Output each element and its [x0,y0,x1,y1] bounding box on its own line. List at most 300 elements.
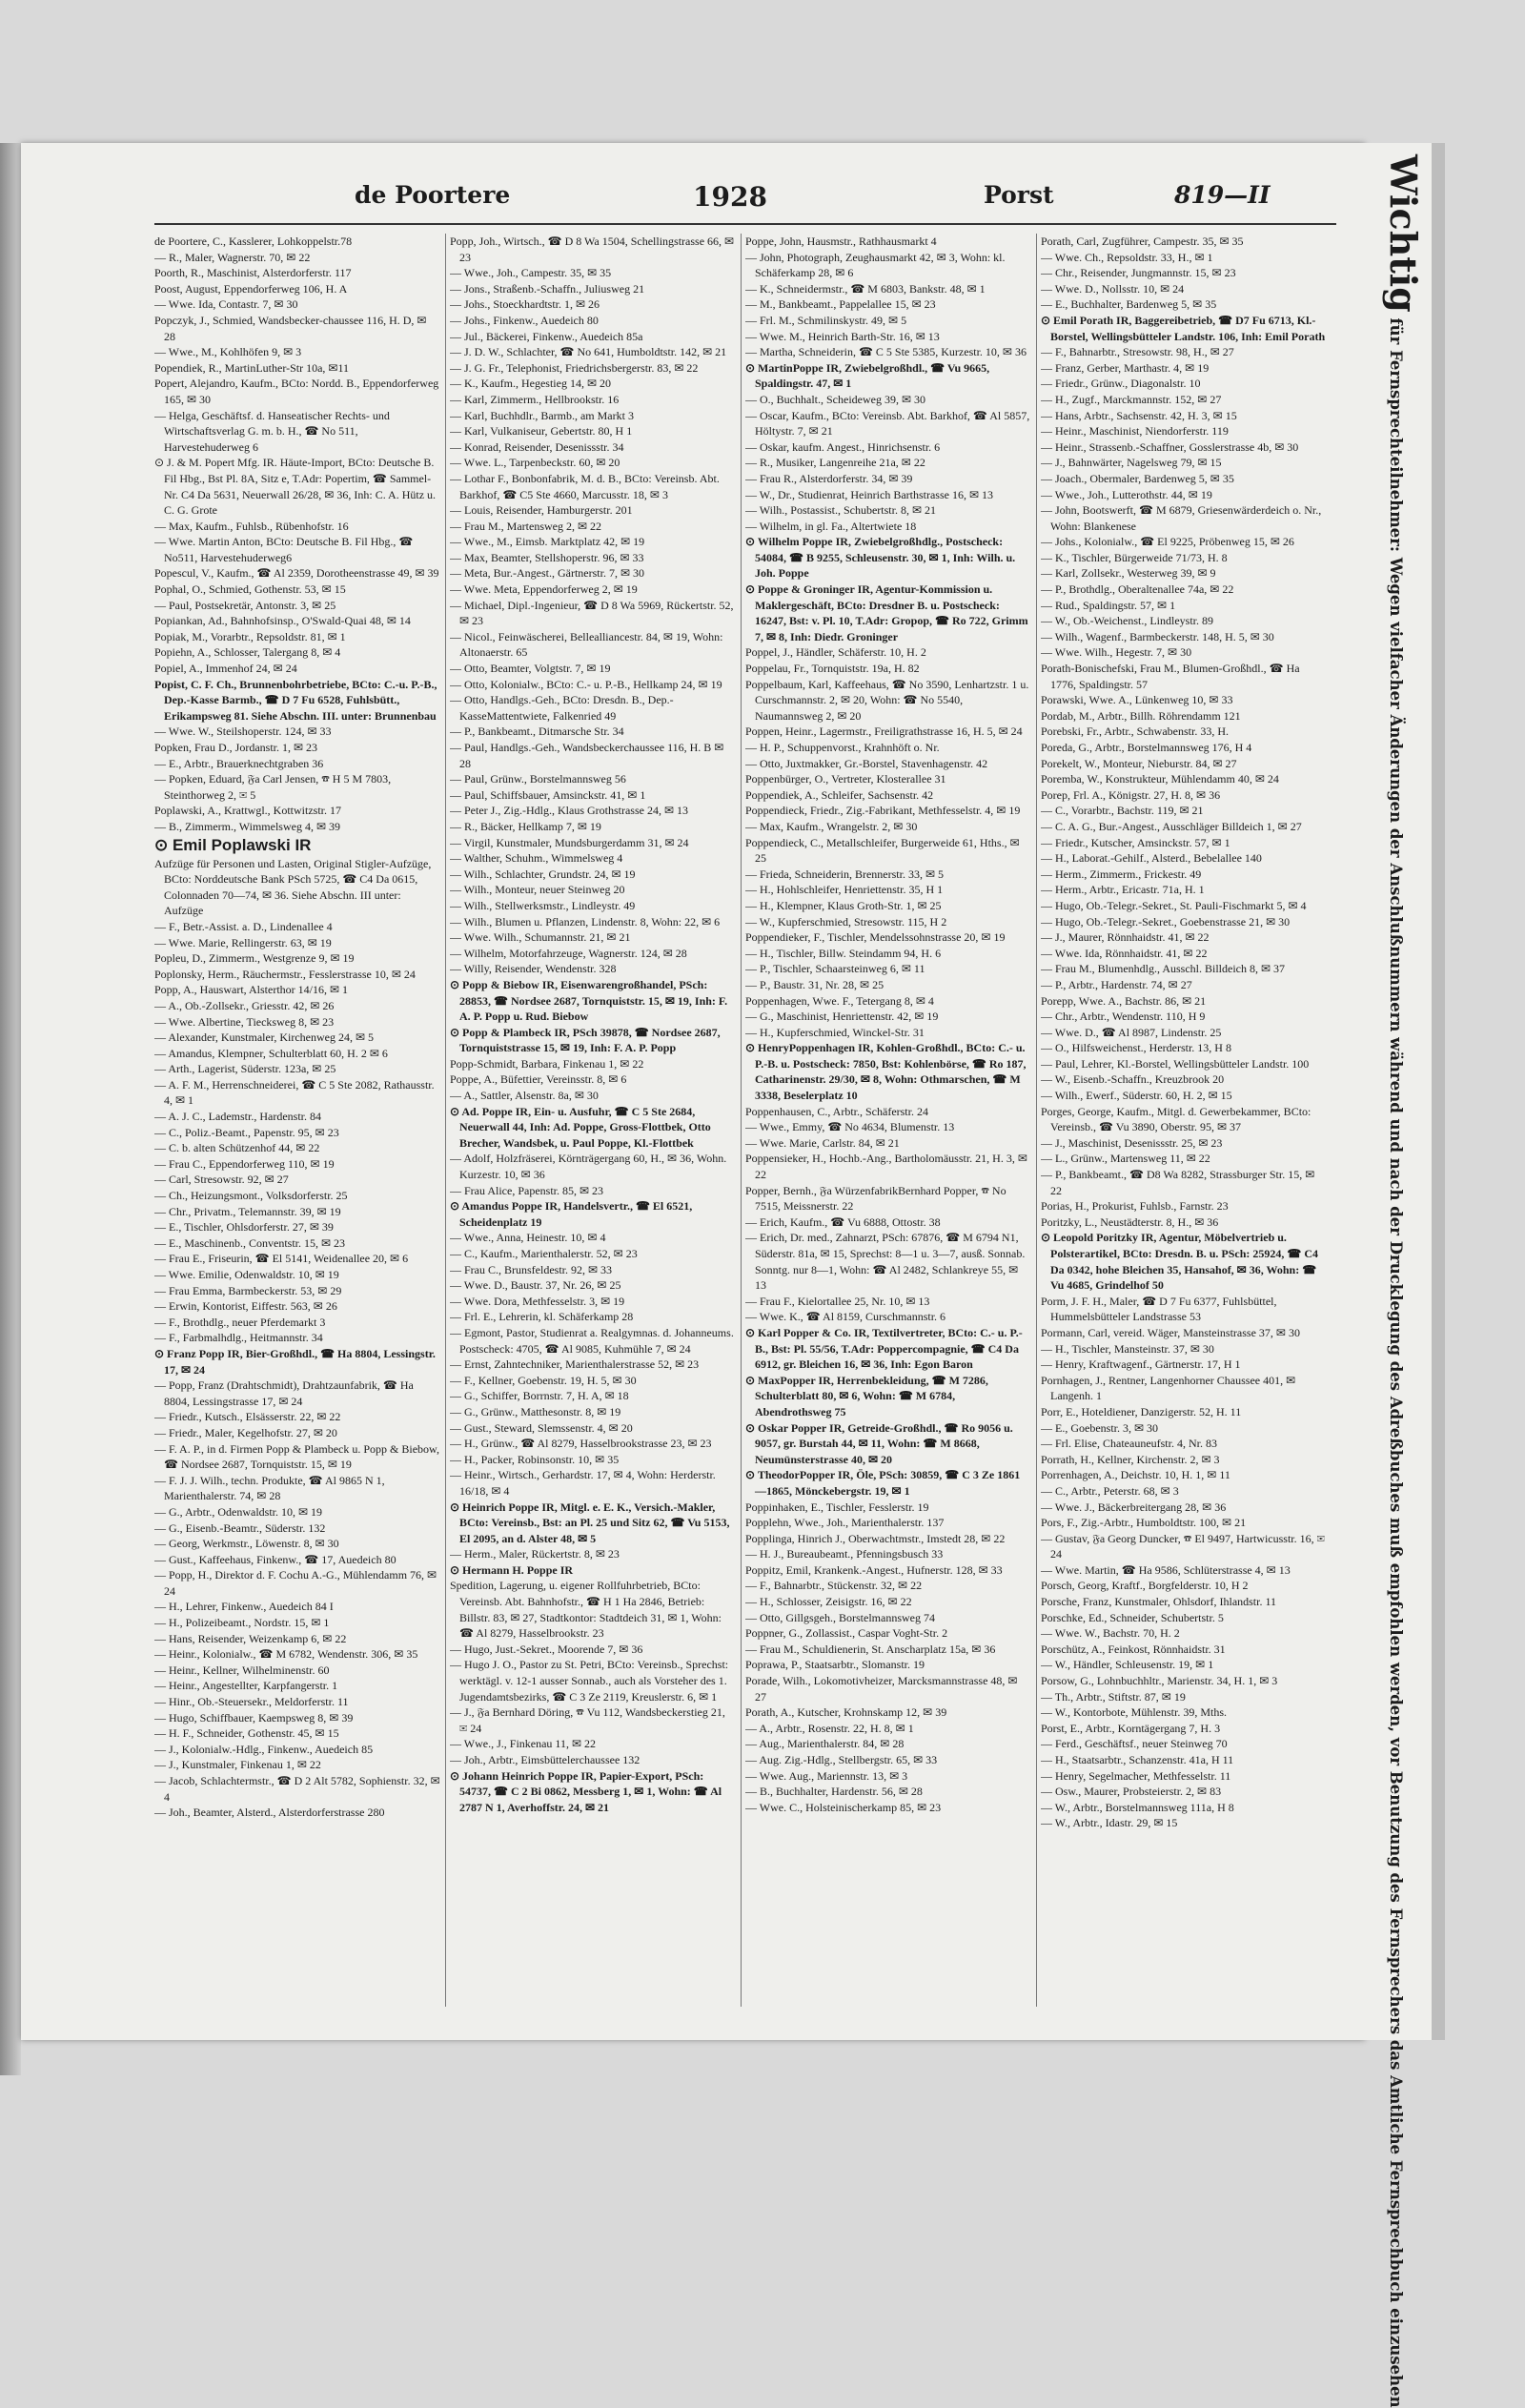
directory-entry: Poppelbaum, Karl, Kaffeehaus, ☎ No 3590, Lenhartzstr. 1 u. Curschmannstr. 2, ✉ 20, Wohn: ☎ No 5540, Naumannsweg 2, ✉ 20 [745,677,1029,723]
directory-entry: Popken, Frau D., Jordanstr. 1, ✉ 23 [154,741,318,754]
directory-entry: — Karl, Zimmerm., Hellbrookstr. 16 [450,392,620,406]
directory-entry: Poplonsky, Herm., Räuchermstr., Fesslerstrasse 10, ✉ 24 [154,967,416,981]
directory-entry: Porawski, Wwe. A., Lünkenweg 10, ✉ 33 [1041,693,1233,707]
directory-entry: Poritzky, L., Neustädterstr. 8, H., ✉ 36 [1041,1214,1219,1229]
directory-entry: — Gust., Kaffeehaus, Finkenw., ☎ 17, Auedeich 80 [154,1552,396,1566]
directory-entry: — Michael, Dipl.-Ingenieur, ☎ D 8 Wa 5969, Rückertstr. 52, ✉ 23 [450,598,734,628]
directory-entry: — John, Photograph, Zeughausmarkt 42, ✉ 3, Wohn: kl. Schäferkamp 28, ✉ 6 [745,250,1006,280]
directory-page [21,143,1365,2040]
directory-entry: — A., Sattler, Alsenstr. 8a, ✉ 30 [450,1089,599,1103]
directory-entry: — G., Schiffer, Borrnstr. 7, H. A, ✉ 18 [450,1389,629,1403]
directory-entry: — Popp, Franz (Drahtschmidt), Drahtzaunfabrik, ☎ Ha 8804, Lessingstrasse 17, ✉ 24 [154,1378,414,1408]
directory-entry: Popescul, V., Kaufm., ☎ Al 2359, Dorotheenstrasse 49, ✉ 39 [154,566,439,581]
directory-entry: — Heinr., Strassenb.-Schaffner, Gosslerstrasse 4b, ✉ 30 [1041,439,1299,454]
directory-entry: — O., Buchhalt., Scheideweg 39, ✉ 30 [745,392,926,406]
directory-entry: — Nicol., Feinwäscherei, Bellealliancestr. 84, ✉ 19, Wohn: Altonaerstr. 65 [450,629,723,660]
directory-entry: — W., Kontorbote, Mühlenstr. 39, Mths. [1041,1705,1228,1720]
directory-entry: — Gustav, 𝔉a Georg Duncker, ☎ El 9497, Hartwicusstr. 16, ✉ 24 [1041,1531,1325,1561]
directory-entry: — Max, Beamter, Stellshoperstr. 96, ✉ 33 [450,550,644,564]
directory-entry: — Herm., Arbtr., Ericastr. 71a, H. 1 [1041,883,1205,897]
directory-entry: ⊙ TheodorPopper IR, Öle, PSch: 30859, ☎ C 3 Ze 1861—1865, Mönckebergstr. 19, ✉ 1 [745,1468,1021,1498]
directory-entry: Poppe, A., Büfettier, Vereinsstr. 8, ✉ 6 [450,1072,627,1087]
directory-entry: — G., Eisenb.-Beamtr., Süderstr. 132 [154,1520,326,1535]
directory-entry: — Aug., Marienthalerstr. 84, ✉ 28 [745,1737,905,1751]
directory-entry: — Friedr., Kutscher, Amsinckstr. 57, ✉ 1 [1041,835,1230,849]
directory-entry: — Frieda, Schneiderin, Brennerstr. 33, ✉ 5 [745,867,945,881]
directory-entry: — Alexander, Kunstmaler, Kirchenweg 24, ✉ 5 [154,1031,375,1045]
directory-entry: — Chr., Arbtr., Wendenstr. 110, H 9 [1041,1010,1206,1024]
directory-entry: Popiel, A., Immenhof 24, ✉ 24 [154,662,297,676]
directory-entry: Porsow, G., Lohnbuchhltr., Marienstr. 34, H. 1, ✉ 3 [1041,1674,1278,1688]
directory-entry: Poost, August, Eppendorferweg 106, H. A [154,281,348,296]
directory-entry: Poppner, G., Zollassist., Caspar Voght-Str. 2 [745,1626,948,1641]
directory-entry: de Poortere, C., Kasslerer, Lohkoppelstr.78 [154,235,353,248]
directory-entry: — Heinr., Kolonialw., ☎ M 6782, Wendenstr. 306, ✉ 35 [154,1647,418,1662]
directory-entry: Porm, J. F. H., Maler, ☎ D 7 Fu 6377, Fuhlsbüttel, Hummelsbütteler Landstrasse 53 [1041,1294,1277,1324]
directory-entry: — Paul, Handlgs.-Geh., Wandsbeckerchaussee 116, H. B ✉ 28 [450,741,724,770]
directory-entry: — C. A. G., Bur.-Angest., Ausschläger Billdeich 1, ✉ 27 [1041,819,1302,833]
directory-entry: — Paul, Schiffsbauer, Amsinckstr. 41, ✉ 1 [450,787,646,802]
directory-entry: — C., Kaufm., Marienthalerstr. 52, ✉ 23 [450,1247,638,1260]
directory-entry: ⊙ J. & M. Popert Mfg. IR. Häute-Import, BCto: Deutsche B. Fil Hbg., Bst Pl. 8A, Sitz e, T.Adr: Popertim, ☎ Sammel-Nr. C4 Da 5631, Neuerwall 26/28, ✉ 36, Inh: C. A. Hütz u. C. G. Grote [154,456,437,518]
directory-entry: Pordab, M., Arbtr., Billh. Röhrendamm 121 [1041,708,1241,723]
directory-entry: — Wwe., M., Kohlhöfen 9, ✉ 3 [154,345,302,359]
directory-entry: — Hugo, Ob.-Telegr.-Sekret., St. Pauli-Fischmarkt 5, ✉ 4 [1041,898,1307,912]
notice-text: für Fernsprechteilnehmer: Wegen vielfacher Änderungen der Anschlußnummern während und nach der Drucklegung des Adreßbuches muß empfohlen werden, vor Benutzung des Fernsprechers das Amtliche Fernsprechbuch einzusehen [1387,317,1405,2408]
directory-entry: — Ernst, Zahntechniker, Marienthalerstrasse 52, ✉ 23 [450,1357,700,1372]
directory-entry: — Johs., Kolonialw., ☎ El 9225, Pröbenweg 15, ✉ 26 [1041,535,1294,549]
directory-entry: Poppensieker, H., Hochb.-Ang., Bartholomäusstr. 21, H. 3, ✉ 22 [745,1152,1027,1182]
directory-entry: — P., Tischler, Schaarsteinweg 6, ✉ 11 [745,962,925,976]
directory-entry: — J., 𝔉a Bernhard Döring, ☎ Vu 112, Wandsbeckerstieg 21, ✉ 24 [450,1705,725,1735]
directory-entry: — F., Brothdlg., neuer Pferdemarkt 3 [154,1315,326,1329]
directory-entry: ⊙ Amandus Poppe IR, Handelsvertr., ☎ El 6521, Scheidenplatz 19 [450,1199,693,1229]
directory-entry: — Chr., Privatm., Telemannstr. 39, ✉ 19 [154,1204,341,1218]
directory-entry: Porges, George, Kaufm., Mitgl. d. Gewerbekammer, BCto: Vereinsb., ☎ Vu 3890, Oberstr. 95, ✉ 37 [1041,1104,1312,1134]
directory-entry: — Wwe. Emilie, Odenwaldstr. 10, ✉ 19 [154,1268,339,1281]
directory-entry: Porekelt, W., Monteur, Nieburstr. 84, ✉ 27 [1041,756,1237,770]
directory-entry: — P., Arbtr., Hardenstr. 74, ✉ 27 [1041,977,1192,991]
directory-entry: — P., Brothdlg., Oberaltenallee 74a, ✉ 22 [1041,582,1234,597]
directory-entry: — Georg, Werkmstr., Löwenstr. 8, ✉ 30 [154,1537,339,1551]
directory-entry: — B., Zimmerm., Wimmelsweg 4, ✉ 39 [154,819,340,833]
directory-entry: — C. b. alten Schützenhof 44, ✉ 22 [154,1141,320,1155]
directory-entry: Poremba, W., Konstrukteur, Mühlendamm 40, ✉ 24 [1041,772,1279,786]
directory-entry: Poppe, John, Hausmstr., Rathhausmarkt 4 [745,235,937,248]
directory-entry: — Virgil, Kunstmaler, Mundsburgerdamm 31, ✉ 24 [450,835,689,849]
directory-entry: — K., Kaufm., Hegestieg 14, ✉ 20 [450,377,612,391]
directory-entry: Poplawski, A., Krattwgl., Kottwitzstr. 17 [154,804,341,818]
directory-entry: — R., Maler, Wagnerstr. 70, ✉ 22 [154,250,311,264]
column-3 [745,234,1031,2016]
directory-entry: — K., Tischler, Bürgerweide 71/73, H. 8 [1041,550,1228,564]
directory-entry: — Wwe. C., Holsteinischerkamp 85, ✉ 23 [745,1800,942,1814]
directory-entry: Poppel, J., Händler, Schäferstr. 10, H. 2 [745,645,926,660]
directory-entry: — K., Schneidermstr., ☎ M 6803, Bankstr. 48, ✉ 1 [745,281,986,296]
notice-headline: Wichtig [1382,154,1425,313]
directory-entry: — Wwe. Ida, Contastr. 7, ✉ 30 [154,297,298,312]
directory-entry: — Otto, Juxtmakker, Gr.-Borstel, Stavenhagenstr. 42 [745,756,988,770]
directory-entry: — Jacob, Schlachtermstr., ☎ D 2 Alt 5782, Sophienstr. 32, ✉ 4 [154,1774,440,1804]
directory-entry: — F., Kellner, Goebenstr. 19, H. 5, ✉ 30 [450,1373,637,1387]
directory-entry: — Egmont, Pastor, Studienrat a. Realgymnas. d. Johanneums. Postscheck: 4705, ☎ Al 9085, Kuhmühle 7, ✉ 24 [450,1325,734,1356]
directory-entry: Pormann, Carl, vereid. Wäger, Mansteinstrasse 37, ✉ 30 [1041,1325,1300,1339]
directory-entry: — Erich, Dr. med., Zahnarzt, PSch: 67876, ☎ M 6794 N1, Süderstr. 81a, ✉ 15, Sprechst: 8—1 u. 3—7, ausß. Sonnab. Sonntg. nur 8—1, Wohn: ☎ Al 2482, Schlankreye 55, ✉ 13 [745,1231,1026,1293]
directory-entry: Poppenbürger, O., Vertreter, Klosterallee 31 [745,772,946,786]
directory-entry: — Wwe. J., Bäckerbreitergang 28, ✉ 36 [1041,1500,1227,1514]
directory-entry: — A., Arbtr., Rosenstr. 22, H. 8, ✉ 1 [745,1721,914,1735]
directory-entry: — Wwe. Ida, Rönnhaidstr. 41, ✉ 22 [1041,946,1208,960]
directory-entry: — Wwe. W., Steilshoperstr. 124, ✉ 33 [154,724,332,739]
page-edge [1432,143,1445,2040]
directory-entry: — W., Händler, Schleusenstr. 19, ✉ 1 [1041,1658,1214,1672]
directory-entry: — Wwe. W., Bachstr. 70, H. 2 [1041,1626,1180,1641]
directory-entry: ⊙ Poppe & Groninger IR, Agentur-Kommission u. Maklergeschäft, BCto: Dresdner B. u. Postscheck: 16247, Bst: v. Pl. 10, T.Adr: Gropop, ☎ Ro 722, Grimm 7, ✉ 8, Inh: Diedr. Groninger [745,582,1028,643]
directory-entry: Popert, Alejandro, Kaufm., BCto: Nordd. B., Eppendorferweg 165, ✉ 30 [154,377,439,406]
directory-entry: — G., Grünw., Matthesonstr. 8, ✉ 19 [450,1404,621,1418]
directory-entry: — Willy, Reisender, Wendenstr. 328 [450,962,617,976]
directory-entry: — Wwe. Marie, Rellingerstr. 63, ✉ 19 [154,935,332,949]
directory-entry: — Friedr., Grünw., Diagonalstr. 10 [1041,377,1201,391]
directory-entry: — Wwe., M., Eimsb. Marktplatz 42, ✉ 19 [450,535,645,549]
directory-entry: — Frl. Elise, Chateauneufstr. 4, Nr. 83 [1041,1437,1217,1451]
directory-entry: Porebski, Fr., Arbtr., Schwabenstr. 33, H. [1041,724,1229,739]
directory-entry: — Paul, Postsekretär, Antonstr. 3, ✉ 25 [154,598,336,612]
directory-entry: — Frau Alice, Papenstr. 85, ✉ 23 [450,1183,604,1197]
directory-entry: Porst, E., Arbtr., Korntägergang 7, H. 3 [1041,1721,1221,1735]
directory-entry: — Jul., Bäckerei, Finkenw., Auedeich 85a [450,329,643,343]
directory-entry: — Wwe. D., Nollsstr. 10, ✉ 24 [1041,281,1185,296]
directory-entry: — A. J. C., Lademstr., Hardenstr. 84 [154,1110,321,1124]
directory-entry: — Wwe. Martin, ☎ Ha 9586, Schlüterstrasse 4, ✉ 13 [1041,1562,1291,1577]
directory-entry: — Konrad, Reisender, Desenissstr. 34 [450,439,624,454]
directory-entry: — Wwe. Marie, Carlstr. 84, ✉ 21 [745,1135,900,1150]
directory-entry: — J., Bahnwärter, Nagelsweg 79, ✉ 15 [1041,456,1222,470]
directory-entry: — C., Vorarbtr., Bachstr. 119, ✉ 21 [1041,804,1204,818]
directory-entry: Porrenhagen, A., Deichstr. 10, H. 1, ✉ 11 [1041,1468,1230,1482]
directory-entry: — Wwe. D., ☎ Al 8987, Lindenstr. 25 [1041,1025,1222,1039]
directory-entry: Aufzüge für Personen und Lasten, Original Stigler-Aufzüge, BCto: Norddeutsche Bank PSch 5725, ☎ C4 Da 0615, Colonnaden 70—74, ✉ 36. Siehe Abschn. III unter: Aufzüge [154,856,432,918]
directory-entry: — Wilh., Postassist., Schubertstr. 8, ✉ 21 [745,503,937,518]
directory-entry: ⊙ Wilhelm Poppe IR, Zwiebelgroßhdlg., Postscheck: 54084, ☎ B 9255, Schleusenstr. 30, ✉ 1, Inh: Wilh. u. Joh. Poppe [745,535,1016,581]
directory-entry: — W., Eisenb.-Schaffn., Kreuzbrook 20 [1041,1072,1225,1087]
directory-entry: — Hans, Arbtr., Sachsenstr. 42, H. 3, ✉ 15 [1041,408,1237,422]
directory-entry: Poppenhagen, Wwe. F., Tetergang 8, ✉ 4 [745,993,934,1008]
directory-entry: — H., Tischler, Mansteinstr. 37, ✉ 30 [1041,1341,1214,1356]
directory-entry: — Oskar, kaufm. Angest., Hinrichsenstr. 6 [745,439,941,454]
directory-entry: — Adolf, Holzfräserei, Körnträgergang 60, H., ✉ 36, Wohn. Kurzestr. 10, ✉ 36 [450,1152,727,1182]
column-divider [1036,234,1037,2007]
directory-entry: — Aug. Zig.-Hdlg., Stellbergstr. 65, ✉ 33 [745,1753,938,1766]
directory-entry: ⊙ Ad. Poppe IR, Ein- u. Ausfuhr, ☎ C 5 Ste 2684, Neuerwall 44, Inh: Ad. Poppe, Gross-Flottbek, Otto Brecher, Wandsbek, u. Paul Poppe, Kl.-Flottbek [450,1104,711,1150]
directory-entry: Porrath, H., Kellner, Kirchenstr. 2, ✉ 3 [1041,1452,1220,1466]
directory-entry: — C., Arbtr., Peterstr. 68, ✉ 3 [1041,1483,1179,1498]
header-year: 1928 [693,181,767,213]
directory-entry: Poprawa, P., Staatsarbtr., Slomanstr. 19 [745,1658,925,1672]
directory-entry: — Ch., Heizungsmont., Volksdorferstr. 25 [154,1189,348,1203]
directory-entry: — Heinr., Kellner, Wilhelminenstr. 60 [154,1663,330,1677]
directory-entry: — Herm., Zimmerm., Frickestr. 49 [1041,867,1202,881]
directory-entry: — Otto, Handlgs.-Geh., BCto: Dresdn. B., Dep.-KasseMattentwiete, Falkenried 49 [450,693,674,723]
directory-entry: — H., Hohlschleifer, Henriettenstr. 35, H 1 [745,883,944,897]
directory-entry: — J., Maurer, Rönnhaidstr. 41, ✉ 22 [1041,930,1210,945]
directory-entry: Poreda, G., Arbtr., Borstelmannsweg 176, H 4 [1041,741,1252,754]
directory-entry: — Wwe. Wilh., Hegestr. 7, ✉ 30 [1041,645,1192,660]
directory-entry: — Frl. E., Lehrerin, kl. Schäferkamp 28 [450,1310,634,1324]
directory-entry: — Wwe. M., Heinrich Barth-Str. 16, ✉ 13 [745,329,940,343]
directory-entry: — W., Dr., Studienrat, Heinrich Barthstrasse 16, ✉ 13 [745,487,994,501]
directory-entry: — Wwe. Ch., Repsoldstr. 33, H., ✉ 1 [1041,250,1213,264]
directory-entry: — Friedr., Kutsch., Elsässerstr. 22, ✉ 22 [154,1410,341,1424]
directory-entry: — Heinr., Maschinist, Niendorferstr. 119 [1041,424,1229,439]
directory-entry: — H., Zugf., Marckmannstr. 152, ✉ 27 [1041,392,1222,406]
directory-entry: Poppendieck, Friedr., Zig.-Fabrikant, Methfesselstr. 4, ✉ 19 [745,804,1021,818]
directory-entry: — Wwe. Dora, Methfesselstr. 3, ✉ 19 [450,1294,625,1308]
directory-entry: — Frau Emma, Barmbeckerstr. 53, ✉ 29 [154,1283,342,1297]
directory-entry: — H. P., Schuppenvorst., Krahnhöft o. Nr. [745,741,940,754]
directory-entry: — P., Baustr. 31, Nr. 28, ✉ 25 [745,977,884,991]
directory-entry: Pophal, O., Schmied, Gothenstr. 53, ✉ 15 [154,582,346,597]
column-1 [154,234,440,2016]
directory-entry: — Paul, Lehrer, Kl.-Borstel, Wellingsbütteler Landstr. 100 [1041,1056,1310,1071]
directory-entry: — E., Arbtr., Brauerknechtgraben 36 [154,756,324,770]
directory-entry: ⊙ Emil Poplawski IR [154,835,312,854]
directory-entry: — Joach., Obermaler, Bardenweg 5, ✉ 35 [1041,471,1234,485]
directory-entry: — L., Grünw., Martensweg 11, ✉ 22 [1041,1152,1210,1166]
directory-entry: Porias, H., Prokurist, Fuhlsb., Farnstr. 23 [1041,1199,1229,1214]
directory-entry: — P., Bankbeamt., Ditmarsche Str. 34 [450,724,624,739]
directory-entry: — Johs., Stoeckhardtstr. 1, ✉ 26 [450,297,600,312]
directory-entry: — Wilh., Schlachter, Grundstr. 24, ✉ 19 [450,867,636,881]
directory-entry: — M., Bankbeamt., Pappelallee 15, ✉ 23 [745,297,936,312]
directory-entry: Porr, E., Hoteldiener, Danzigerstr. 52, H. 11 [1041,1404,1242,1418]
directory-entry: — Karl, Vulkaniseur, Gebertstr. 80, H 1 [450,424,633,439]
directory-entry: — W., Ob.-Weichenst., Lindleystr. 89 [1041,614,1214,628]
directory-entry: — Wwe., Joh., Lutterothstr. 44, ✉ 19 [1041,487,1212,501]
directory-entry: — Jons., Straßenb.-Schaffn., Juliusweg 21 [450,281,645,296]
directory-entry: — P., Bankbeamt., ☎ D8 Wa 8282, Strassburger Str. 15, ✉ 22 [1041,1168,1315,1197]
directory-entry: Popendiek, R., MartinLuther-Str 10a, ✉11 [154,360,350,375]
directory-entry: — Wwe. Albertine, Tiecksweg 8, ✉ 23 [154,1014,335,1029]
directory-entry: — H., Staatsarbtr., Schanzenstr. 41a, H 11 [1041,1753,1234,1766]
directory-entry: — Wilh., Ewerf., Süderstr. 60, H. 2, ✉ 15 [1041,1089,1232,1103]
directory-entry: Porschke, Ed., Schneider, Schubertstr. 5 [1041,1610,1224,1624]
directory-entry: — Friedr., Maler, Kegelhofstr. 27, ✉ 20 [154,1425,337,1439]
directory-entry: Porepp, Wwe. A., Bachstr. 86, ✉ 21 [1041,993,1207,1008]
directory-entry: — Wwe., Anna, Heinestr. 10, ✉ 4 [450,1231,606,1245]
directory-entry: — Wilhelm, Motorfahrzeuge, Wagnerstr. 124, ✉ 28 [450,946,687,960]
directory-entry: — G., Arbtr., Odenwaldstr. 10, ✉ 19 [154,1504,323,1519]
directory-entry: — G., Maschinist, Henriettenstr. 42, ✉ 19 [745,1010,939,1024]
directory-entry: — Hinr., Ob.-Steuersekr., Meldorferstr. 11 [154,1695,349,1709]
directory-entry: — Franz, Gerber, Marthastr. 4, ✉ 19 [1041,360,1210,375]
directory-entry: — Erwin, Kontorist, Eiffestr. 563, ✉ 26 [154,1299,337,1314]
directory-entry: — F., Farbmalhdlg., Heitmannstr. 34 [154,1331,323,1345]
directory-entry: Porath, A., Kutscher, Krohnskamp 12, ✉ 39 [745,1705,947,1720]
directory-entry: — Walther, Schuhm., Wimmelsweg 4 [450,851,623,866]
directory-entry: — J. D. W., Schlachter, ☎ No 641, Humboldtstr. 142, ✉ 21 [450,345,727,359]
directory-entry: — Frau M., Blumenhdlg., Ausschl. Billdeich 8, ✉ 37 [1041,962,1286,976]
directory-entry: — Ferd., Geschäftsf., neuer Steinweg 70 [1041,1737,1228,1751]
directory-entry: — Wilh., Stellwerksmstr., Lindleystr. 49 [450,898,636,912]
column-divider [741,234,742,2007]
directory-entry: — E., Buchhalter, Bardenweg 5, ✉ 35 [1041,297,1217,312]
directory-entry: ⊙ HenryPoppenhagen IR, Kohlen-Großhdl., BCto: C.- u. P.-B. u. Postscheck: 7850, Bst: Kohlenbörse, ☎ Ro 187, Catharinenstr. 29/30, ✉ 8, Wohn: Othmarschen, ☎ M 3338, Beselerplatz 10 [745,1041,1027,1103]
directory-entry: — J., Kunstmaler, Finkenau 1, ✉ 22 [154,1758,321,1772]
directory-entry: — R., Musiker, Langenreihe 21a, ✉ 22 [745,456,925,470]
directory-entry: Poppendiek, A., Schleifer, Sachsenstr. 42 [745,787,934,802]
directory-entry: — Lothar F., Bonbonfabrik, M. d. B., BCto: Vereinsb. Abt. Barkhof, ☎ C5 Ste 4660, Marcusstr. 18, ✉ 3 [450,471,720,501]
directory-entry: — F. J. J. Wilh., techn. Produkte, ☎ Al 9865 N 1, Marienthalerstr. 74, ✉ 28 [154,1473,385,1503]
directory-entry: Poppenhausen, C., Arbtr., Schäferstr. 24 [745,1104,928,1118]
directory-entry: — W., Arbtr., Borstelmannsweg 111a, H 8 [1041,1800,1234,1814]
directory-entry: — F., Bahnarbtr., Stresowstr. 98, H., ✉ 27 [1041,345,1234,359]
directory-entry: — H., Schlosser, Zeisigstr. 16, ✉ 22 [745,1595,912,1609]
directory-entry: Poppendieck, C., Metallschleifer, Burgerweide 61, Hths., ✉ 25 [745,835,1020,866]
directory-entry: Popiak, M., Vorarbtr., Repsoldstr. 81, ✉ 1 [154,629,346,643]
directory-entry: — Heinr., Angestellter, Karpfangerstr. 1 [154,1679,338,1693]
directory-entry: ⊙ Popp & Plambeck IR, PSch 39878, ☎ Nordsee 2687, Tornquiststrasse 15, ✉ 19, Inh: F. A. P. Popp [450,1025,721,1055]
header-rule [154,223,1336,225]
directory-entry: — Wwe., Joh., Campestr. 35, ✉ 35 [450,266,612,280]
directory-entry: Porade, Wilh., Lokomotivheizer, Marcksmannstrasse 48, ✉ 27 [745,1674,1018,1704]
column-4 [1041,234,1327,2016]
directory-entry: — Max, Kaufm., Fuhlsb., Rübenhofstr. 16 [154,519,349,533]
directory-entry: Porsch, Georg, Kraftf., Borgfelderstr. 10, H 2 [1041,1579,1249,1593]
directory-entry: — H., Polizeibeamt., Nordstr. 15, ✉ 1 [154,1616,330,1630]
directory-entry: — C., Poliz.-Beamt., Papenstr. 95, ✉ 23 [154,1125,339,1139]
directory-entry: — Rud., Spaldingstr. 57, ✉ 1 [1041,598,1176,612]
directory-entry: Popczyk, J., Schmied, Wandsbecker-chaussee 116, H. D, ✉ 28 [154,313,427,343]
directory-entry: — H., Klempner, Klaus Groth-Str. 1, ✉ 25 [745,898,942,912]
directory-entry: — Oscar, Kaufm., BCto: Vereinsb. Abt. Barkhof, ☎ Al 5857, Höltystr. 7, ✉ 21 [745,408,1030,439]
directory-entry: ⊙ Hermann H. Poppe IR [450,1562,574,1577]
column-divider [445,234,446,2007]
directory-entry: — Johs., Finkenw., Auedeich 80 [450,313,599,327]
directory-entry: Spedition, Lagerung, u. eigener Rollfuhrbetrieb, BCto: Vereinsb. Abt. Bahnhofstr., ☎ H 1 Ha 2846, Betrieb: Billstr. 83, ✉ 27, Stadtkontor: Stadtdeich 31, ✉ 1, Wohn: ☎ Al 8279, Hasselbrookstr. 23 [450,1579,722,1641]
directory-entry: — Wwe. Martin Anton, BCto: Deutsche B. Fil Hbg., ☎ No511, Harvestehuderweg6 [154,535,414,564]
directory-entry: Popplehn, Wwe., Joh., Marienthalerstr. 137 [745,1516,945,1530]
directory-entry: Popiehn, A., Schlosser, Talergang 8, ✉ 4 [154,645,341,660]
directory-entry: — Gust., Steward, Slemssenstr. 4, ✉ 20 [450,1420,633,1435]
directory-entry: Poppen, Heinr., Lagermstr., Freiligrathstrasse 16, H. 5, ✉ 24 [745,724,1023,739]
directory-entry: — Popp, H., Direktor d. F. Cochu A.-G., Mühlendamm 76, ✉ 24 [154,1568,437,1598]
directory-entry: — F., Bahnarbtr., Stückenstr. 32, ✉ 22 [745,1579,923,1593]
scan-margin [0,143,21,2075]
directory-entry: — B., Buchhalter, Hardenstr. 56, ✉ 28 [745,1785,923,1799]
column-2 [450,234,736,2016]
directory-entry: — Frau M., Schuldienerin, St. Anscharplatz 15a, ✉ 36 [745,1642,996,1656]
directory-entry: — John, Bootswerft, ☎ M 6879, Griesenwärderdeich o. Nr., Wohn: Blankenese [1041,503,1322,533]
directory-entry: ⊙ Oskar Popper IR, Getreide-Großhdl., ☎ Ro 9056 u. 9057, gr. Burstah 44, ✉ 11, Wohn: ☎ M 8668, Neumünsterstrasse 40, ✉ 20 [745,1420,1013,1466]
directory-entry: — Frau C., Brunsfeldestr. 92, ✉ 33 [450,1262,613,1276]
directory-entry: — J., Kolonialw.-Hdlg., Finkenw., Auedeich 85 [154,1742,374,1756]
directory-entry: — Frau R., Alsterdorferstr. 34, ✉ 39 [745,471,913,485]
header-page-number: 819—II [1174,181,1271,209]
directory-entry: — Max, Kaufm., Wrangelstr. 2, ✉ 30 [745,819,918,833]
directory-entry: — Wwe. Aug., Mariennstr. 13, ✉ 3 [745,1768,908,1783]
directory-entry: — Henry, Segelmacher, Methfesselstr. 11 [1041,1768,1231,1783]
directory-entry: — Otto, Gillgsgeh., Borstelmannsweg 74 [745,1610,935,1624]
directory-entry: — Wwe. Meta, Eppendorferweg 2, ✉ 19 [450,582,638,597]
directory-entry: — Martha, Schneiderin, ☎ C 5 Ste 5385, Kurzestr. 10, ✉ 36 [745,345,1027,359]
directory-entry: — Heinr., Wirtsch., Gerhardstr. 17, ✉ 4, Wohn: Herderstr. 16/18, ✉ 4 [450,1468,716,1498]
directory-entry: — Erich, Kaufm., ☎ Vu 6888, Ottostr. 38 [745,1214,941,1229]
directory-entry: Poppendieker, F., Tischler, Mendelssohnstrasse 20, ✉ 19 [745,930,1006,945]
directory-entry: — H. F., Schneider, Gothenstr. 45, ✉ 15 [154,1726,339,1741]
directory-entry: ⊙ Heinrich Poppe IR, Mitgl. e. E. K., Versich.-Makler, BCto: Vereinsb., Bst: an Pl. 25 und Sitz 62, ☎ Vu 5153, El 2095, an d. Alster 48, ✉ 5 [450,1500,730,1545]
directory-entry: — Joh., Beamter, Alsterd., Alsterdorferstrasse 280 [154,1806,385,1820]
side-notice [1365,143,1432,2408]
directory-entry: — Karl, Buchhdlr., Barmb., am Markt 3 [450,408,634,422]
directory-entry: — A., Ob.-Zollsekr., Griesstr. 42, ✉ 26 [154,998,335,1012]
directory-entry: — F., Betr.-Assist. a. D., Lindenallee 4 [154,919,333,933]
directory-entry: Porsche, Franz, Kunstmaler, Ohlsdorf, Ihlandstr. 11 [1041,1595,1277,1609]
directory-entry: — J., Maschinist, Desenissstr. 25, ✉ 23 [1041,1135,1223,1150]
directory-entry: — O., Hilfsweichenst., Herderstr. 13, H 8 [1041,1041,1231,1055]
directory-entry: Porep, Frl. A., Königstr. 27, H. 8, ✉ 36 [1041,787,1221,802]
directory-entry: — Herm., Maler, Rückertstr. 8, ✉ 23 [450,1547,620,1561]
directory-entry: — Frau E., Friseurin, ☎ El 5141, Weidenallee 20, ✉ 6 [154,1252,409,1266]
directory-entry: ⊙ Franz Popp IR, Bier-Großhdl., ☎ Ha 8804, Lessingstr. 17, ✉ 24 [154,1346,436,1377]
directory-entry: ⊙ Johann Heinrich Poppe IR, Papier-Export, PSch: 54737, ☎ C 2 Bi 0862, Messberg 1, ✉ 1, Wohn: ☎ Al 2787 N 1, Averhoffstr. 24, ✉ 21 [450,1768,722,1814]
directory-entry: ⊙ Karl Popper & Co. IR, Textilvertreter, BCto: C.- u. P.-B., Bst: Pl. 55/56, T.Adr: Poppercompagnie, ☎ C4 Da 6912, gr. Bleichen 16, ✉ 36, Inh: Egon Baron [745,1325,1023,1372]
directory-entry: Popp, Joh., Wirtsch., ☎ D 8 Wa 1504, Schellingstrasse 66, ✉ 23 [450,235,735,264]
directory-entry: Porath-Bonischefski, Frau M., Blumen-Großhdl., ☎ Ha 1776, Spaldingstr. 57 [1041,662,1300,691]
directory-entry: — Wilh., Monteur, neuer Steinweg 20 [450,883,625,897]
directory-entry: — H., Grünw., ☎ Al 8279, Hasselbrookstrasse 23, ✉ 23 [450,1437,712,1451]
directory-entry: — Meta, Bur.-Angest., Gärtnerstr. 7, ✉ 30 [450,566,645,581]
header-last-name: Porst [984,181,1054,209]
directory-entry: — Karl, Zollsekr., Westerweg 39, ✉ 9 [1041,566,1216,581]
directory-entry: — Wilh., Blumen u. Pflanzen, Lindenstr. 8, Wohn: 22, ✉ 6 [450,914,721,929]
directory-entry: — A. F. M., Herrenschneiderei, ☎ C 5 Ste 2082, Rathausstr. 4, ✉ 1 [154,1077,435,1108]
directory-entry: — R., Bäcker, Hellkamp 7, ✉ 19 [450,819,601,833]
directory-entry: Pors, F., Zig.-Arbtr., Humboldtstr. 100, ✉ 21 [1041,1516,1247,1530]
directory-entry: — Otto, Beamter, Volgtstr. 7, ✉ 19 [450,662,611,676]
directory-entry: — Wilhelm, in gl. Fa., Altertwiete 18 [745,519,917,533]
directory-entry: — Carl, Stresowstr. 92, ✉ 27 [154,1173,289,1187]
directory-entry: — Peter J., Zig.-Hdlg., Klaus Grothstrasse 24, ✉ 13 [450,804,689,818]
directory-entry: — H., Tischler, Billw. Steindamm 94, H. 6 [745,946,942,960]
directory-entry: — Popken, Eduard, 𝔉a Carl Jensen, ☎ H 5 M 7803, Steinthorweg 2, ✉ 5 [154,772,392,802]
directory-entry: — H., Laborat.-Gehilf., Alsterd., Bebelallee 140 [1041,851,1262,866]
directory-entry: — Wwe. D., Baustr. 37, Nr. 26, ✉ 25 [450,1278,621,1293]
page-header [21,181,1365,214]
directory-entry: — Frau M., Martensweg 2, ✉ 22 [450,519,602,533]
directory-entry: — Wwe., Emmy, ☎ No 4634, Blumenstr. 13 [745,1120,955,1134]
directory-entry: — Hugo, Just.-Sekret., Moorende 7, ✉ 36 [450,1642,643,1656]
directory-entry: ⊙ MaxPopper IR, Herrenbekleidung, ☎ M 7286, Schulterblatt 80, ✉ 6, Wohn: ☎ M 6784, Abendrothsweg 75 [745,1373,988,1418]
directory-entry: — Wilh., Wagenf., Barmbeckerstr. 148, H. 5, ✉ 30 [1041,629,1274,643]
directory-entry: ⊙ MartinPoppe IR, Zwiebelgroßhdl., ☎ Vu 9665, Spaldingstr. 47, ✉ 1 [745,360,990,391]
directory-entry: Popper, Bernh., 𝔉a WürzenfabrikBernhard Popper, ☎ No 7515, Meissnerstr. 22 [745,1183,1006,1214]
directory-entry: Popp-Schmidt, Barbara, Finkenau 1, ✉ 22 [450,1056,644,1071]
directory-entry: — Otto, Kolonialw., BCto: C.- u. P.-B., Hellkamp 24, ✉ 19 [450,677,722,691]
directory-entry: — H., Packer, Robinsonstr. 10, ✉ 35 [450,1452,620,1466]
directory-entry: — J. G. Fr., Telephonist, Friedrichsbergerstr. 83, ✉ 22 [450,360,699,375]
directory-entry: — Hans, Reisender, Weizenkamp 6, ✉ 22 [154,1631,347,1645]
directory-entry: — Helga, Geschäftsf. d. Hanseatischer Rechts- und Wirtschaftsverlag G. m. b. H., ☎ No 511, Harvestehuderweg 6 [154,408,390,454]
directory-entry: — Wwe. Wilh., Schumannstr. 21, ✉ 21 [450,930,631,945]
directory-entry: — H., Kupferschmied, Winckel-Str. 31 [745,1025,925,1039]
directory-entry: Poppelau, Fr., Tornquiststr. 19a, H. 82 [745,662,920,676]
directory-entry: Poppinhaken, E., Tischler, Fesslerstr. 19 [745,1500,929,1514]
directory-entry: Popist, C. F. Ch., Brunnenbohrbetriebe, BCto: C.-u. P.-B., Dep.-Kasse Barmb., ☎ D 7 Fu 6528, Fuhlsbütt., Erikampsweg 81. Siehe Abschn. III. unter: Brunnenbau [154,677,437,723]
directory-entry: ⊙ Leopold Poritzky IR, Agentur, Möbelvertrieb u. Polsterartikel, BCto: Dresdn. B. u. PSch: 25924, ☎ C4 Da 0342, hohe Bleichen 35, Hansahof, ✉ 36, Wohn: ☎ Vu 4685, Grindelhof 50 [1041,1231,1319,1293]
directory-entry: — Amandus, Klempner, Schulterblatt 60, H. 2 ✉ 6 [154,1046,388,1060]
directory-entry: Porschütz, A., Feinkost, Rönnhaidstr. 31 [1041,1642,1226,1656]
